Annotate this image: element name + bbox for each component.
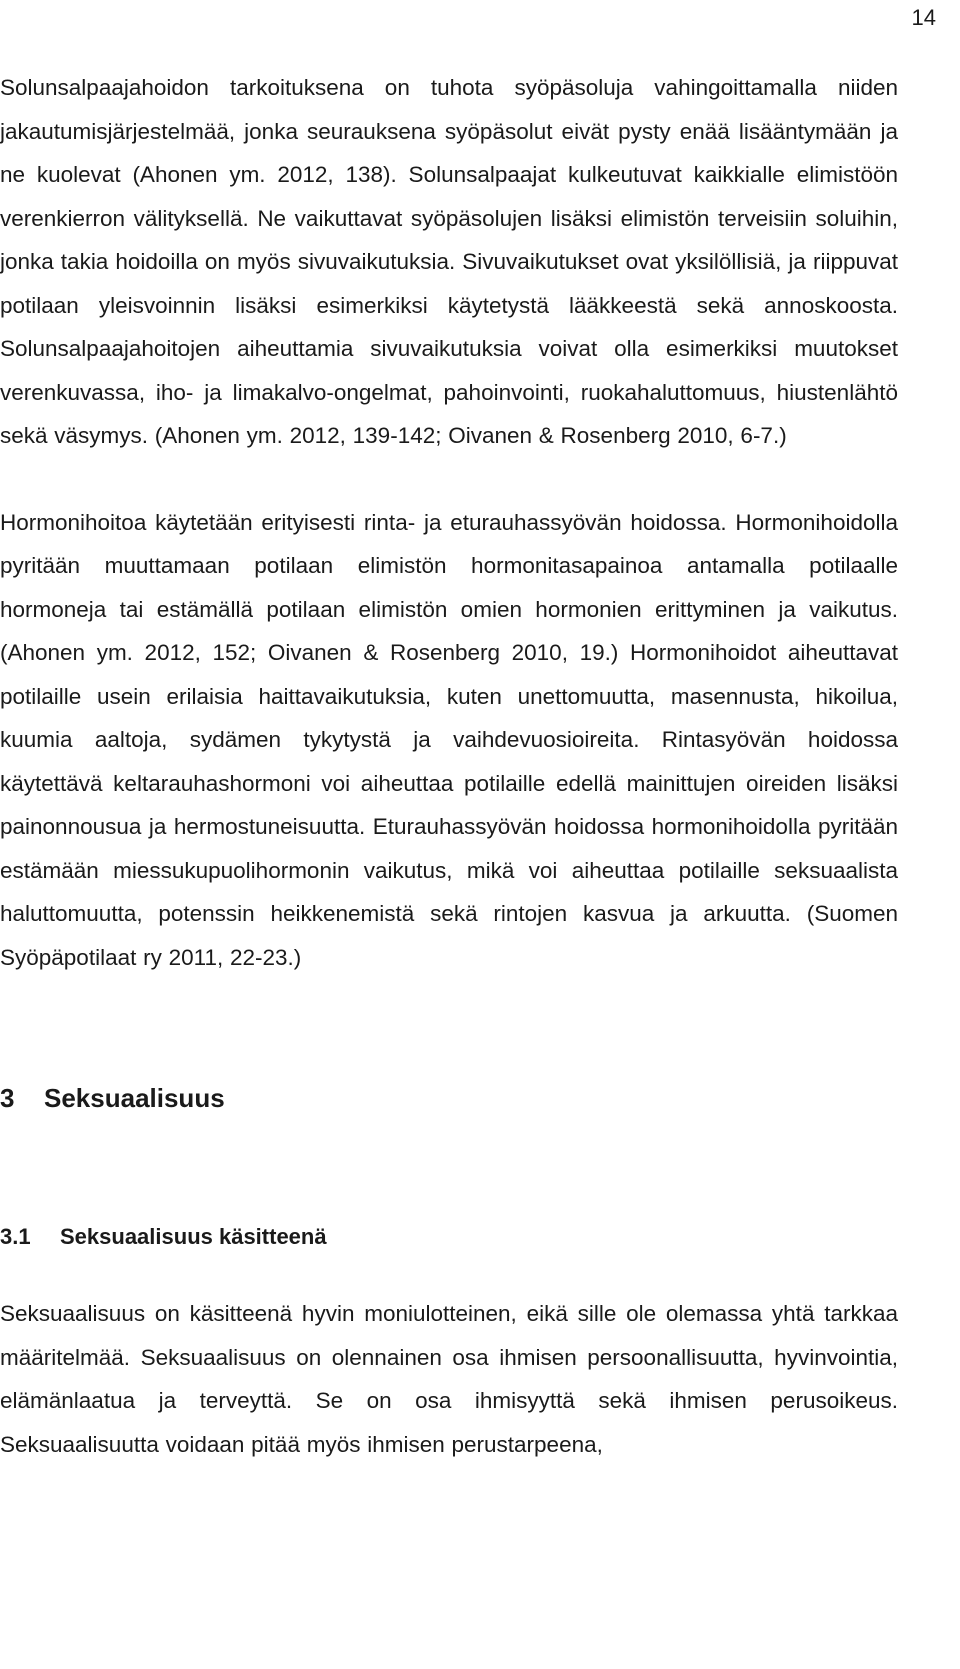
subsection-number: 3.1	[0, 1224, 31, 1249]
subsection-heading	[0, 1221, 898, 1253]
document-body	[0, 66, 898, 1466]
page-number: 14	[911, 5, 936, 30]
paragraph-hormone-therapy: Hormonihoitoa käytetään erityisesti rinta- ja eturauhassyövän hoidossa. Hormonihoidolla pyritään muuttamaan potilaan elimistön hormonitasapainoa antamalla potilaalle hormoneja tai estämällä potilaan elimistön omien hormonien erittyminen ja vaikutus. (Ahonen ym. 2012, 152; Oivanen & Rosenberg 2010, 19.) Hormonihoidot aiheuttavat potilaille usein erilaisia haittavaikutuksia, kuten unettomuutta, masennusta, hikoilua, kuumia aaltoja, sydämen tykytystä ja vaihdevuosioireita. Rintasyövän hoidossa käytettävä keltarauhashormoni voi aiheuttaa potilaille edellä mainittujen oireiden lisäksi painonnousua ja hermostuneisuutta. Eturauhassyövän hoidossa hormonihoidolla pyritään estämään miessukupuolihormonin vaikutus, mikä voi aiheuttaa potilaille seksuaalista haluttomuutta, potenssin heikkenemistä sekä rintojen kasvua ja arkuutta. (Suomen Syöpäpotilaat ry 2011, 22-23.)	[0, 509, 898, 970]
section-heading	[0, 1080, 898, 1116]
section-number: 3	[0, 1083, 15, 1113]
section-title: Seksuaalisuus	[44, 1083, 225, 1113]
paragraph-chemotherapy: Solunsalpaajahoidon tarkoituksena on tuhota syöpäsoluja vahingoittamalla niiden jakautumisjärjestelmää, jonka seurauksena syöpäsolut eivät pysty enää lisääntymään ja ne kuolevat (Ahonen ym. 2012, 138). Solunsalpaajat kulkeutuvat kaikkialle elimistöön verenkierron välityksellä. Ne vaikuttavat syöpäsolujen lisäksi elimistön terveisiin soluihin, jonka takia hoidoilla on myös sivuvaikutuksia. Sivuvaikutukset ovat yksilöllisiä, ja riippuvat potilaan yleisvoinnin lisäksi esimerkiksi käytetystä lääkkeestä sekä annoskoosta. Solunsalpaajahoitojen aiheuttamia sivuvaikutuksia voivat olla esimerkiksi muutokset verenkuvassa, iho- ja limakalvo-ongelmat, pahoinvointi, ruokahaluttomuus, hiustenlähtö sekä väsymys. (Ahonen ym. 2012, 139-142; Oivanen & Rosenberg 2010, 6-7.)	[0, 75, 898, 448]
paragraph-sexuality-definition: Seksuaalisuus on käsitteenä hyvin moniulotteinen, eikä sille ole olemassa yhtä tarkkaa määritelmää. Seksuaalisuus on olennainen osa ihmisen persoonallisuutta, hyvinvointia, elämänlaatua ja terveyttä. Se on osa ihmisyyttä sekä ihmisen perusoikeus. Seksuaalisuutta voidaan pitää myös ihmisen perustarpeena,	[0, 1301, 898, 1457]
subsection-title: Seksuaalisuus käsitteenä	[60, 1224, 327, 1249]
